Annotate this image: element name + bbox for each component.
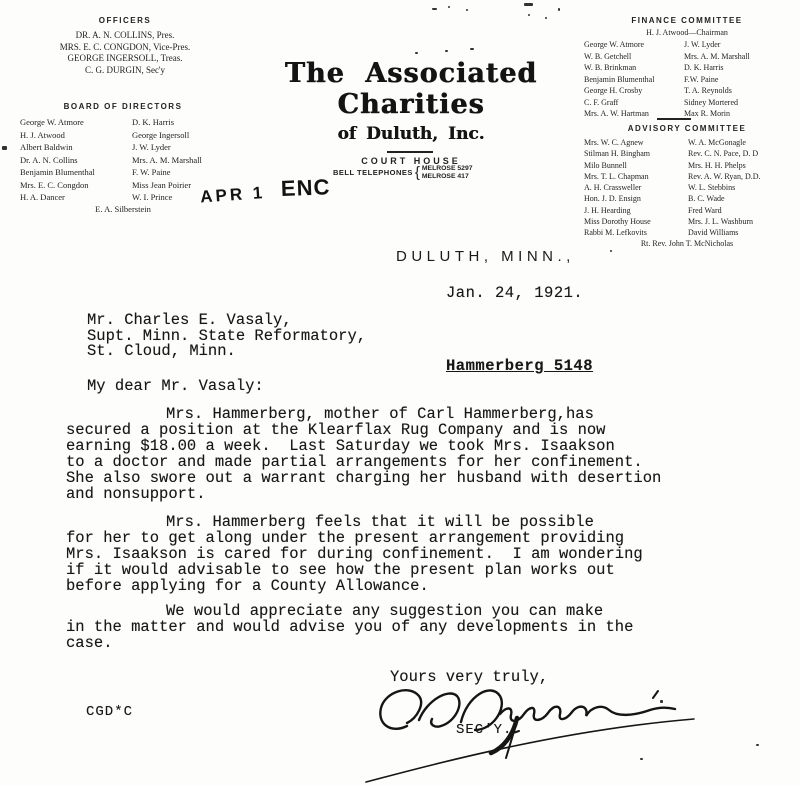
finance-member: J. W. Lyder — [684, 40, 721, 49]
officer-line: MRS. E. C. CONGDON, Vice-Pres. — [59, 41, 191, 52]
typist-reference: CGD*C — [86, 704, 134, 720]
board-member: H. A. Dancer — [20, 192, 65, 202]
organization-address: COURT HOUSE — [361, 156, 461, 166]
board-member: Mrs. E. C. Congdon — [20, 179, 89, 190]
advisory-member: W. A. McGonagle — [688, 138, 746, 147]
recipient-line: Mr. Charles E. Vasaly, — [87, 311, 292, 329]
body-line: and nonsupport. — [66, 485, 206, 503]
body-line: in the matter and would advise you of any developments in the — [66, 618, 634, 636]
finance-member: C. F. Graff — [584, 97, 619, 107]
finance-member: Max R. Morin — [684, 109, 730, 118]
finance-member: Mrs. A. M. Marshall — [684, 51, 750, 61]
finance-member: George H. Crosby — [584, 86, 643, 95]
board-member: H. J. Atwood — [20, 129, 65, 140]
finance-committee-block — [580, 16, 794, 120]
finance-title: FINANCE COMMITTEE — [631, 16, 743, 25]
board-member: D. K. Harris — [132, 117, 175, 127]
board-member-footer: E. A. Silberstein — [95, 203, 151, 214]
organization-name: The Associated Charities — [284, 58, 538, 120]
paragraph-1 — [66, 406, 661, 502]
advisory-member: A. H. Crassweller — [584, 183, 642, 193]
advisory-member: Miss Dorothy House — [584, 217, 651, 227]
telephone-block — [333, 165, 473, 180]
officer-line: C. G. DURGIN, Sec'y — [84, 64, 166, 75]
advisory-member: Hon. J. D. Ensign — [584, 194, 641, 204]
finance-member: Benjamin Blumenthal — [584, 74, 655, 84]
board-member: Dr. A. N. Collins — [20, 154, 78, 165]
stamp-date: APR 1 — [199, 183, 266, 207]
finance-member: F.W. Paine — [684, 74, 719, 84]
telephone-number: MELROSE 417 — [421, 172, 469, 180]
body-line: She also swore out a warrant charging her husband with desertion — [66, 469, 662, 487]
board-title: BOARD OF DIRECTORS — [63, 102, 183, 111]
body-line: to a doctor and made partial arrangements for her confinement. — [66, 453, 643, 471]
body-line: Mrs. Hammerberg, mother of Carl Hammerberg,has — [166, 405, 594, 423]
telephone-number: MELROSE 5297 — [421, 165, 473, 172]
advisory-member: W. L. Stebbins — [688, 183, 736, 193]
recipient-line: St. Cloud, Minn. — [87, 342, 236, 360]
organization-header — [232, 58, 590, 166]
telephone-label: BELL TELEPHONES — [333, 168, 413, 177]
body-line: Mrs. Isaakson is cared for during confinement. I am wondering — [66, 545, 643, 563]
board-member: George W. Atmore — [20, 117, 84, 127]
advisory-member: Rabbi M. Lefkovits — [584, 228, 647, 238]
body-line: if it would advisable to see how the present plan works out — [66, 561, 615, 579]
header-divider-rule — [387, 151, 433, 153]
organization-name-line2: of Duluth, Inc. — [337, 124, 485, 144]
finance-member: T. A. Reynolds — [684, 86, 732, 95]
body-line: Mrs. Hammerberg feels that it will be possible — [166, 513, 594, 531]
officers-title: OFFICERS — [98, 16, 152, 25]
body-line: before applying for a County Allowance. — [66, 577, 429, 595]
finance-member: W. B. Brinkman — [584, 63, 637, 72]
advisory-committee-block — [580, 124, 794, 248]
paragraph-2 — [66, 514, 643, 594]
advisory-member: Mrs. J. L. Washburn — [688, 217, 753, 227]
paragraph-3 — [66, 603, 633, 651]
case-reference-subject: Hammerberg 5148 — [446, 357, 594, 375]
finance-member: George W. Atmore — [584, 40, 645, 49]
finance-member: Mrs. A. W. Hartman — [584, 109, 649, 118]
date-line: Jan. 24, 1921. — [446, 284, 584, 302]
officers-block — [30, 16, 220, 76]
board-member: J. W. Lyder — [132, 142, 171, 152]
body-line: for her to get along under the present arrangement providing — [66, 529, 625, 547]
board-member: George Ingersoll — [132, 129, 190, 140]
pen-swoosh-stroke — [362, 712, 698, 786]
officer-line: DR. A. N. COLLINS, Pres. — [75, 30, 175, 40]
signer-title: SEC'Y. — [456, 722, 513, 738]
advisory-member: Milo Bunnell — [584, 160, 627, 170]
body-line: secured a position at the Klearflax Rug Company and is now — [66, 421, 606, 439]
advisory-member-footer: Rt. Rev. John T. McNicholas — [640, 238, 734, 248]
advisory-member: Rev. C. N. Pace, D. D — [688, 149, 759, 159]
board-member: Albert Baldwin — [20, 142, 73, 152]
board-member: Miss Jean Poirier — [132, 179, 192, 190]
board-member: F. W. Paine — [132, 167, 171, 177]
closing-line: Yours very truly, — [390, 668, 549, 686]
advisory-member: Mrs. W. C. Agnew — [584, 138, 644, 147]
advisory-member: Rev. A. W. Ryan, D.D. — [688, 171, 761, 181]
advisory-title: ADVISORY COMMITTEE — [627, 124, 747, 133]
recipient-address — [87, 313, 366, 360]
stamp-enc-text: ENC — [280, 174, 331, 202]
finance-member: D. K. Harris — [684, 63, 724, 72]
advisory-member: David Williams — [688, 228, 739, 238]
body-line: We would appreciate any suggestion you can make — [166, 602, 604, 620]
committee-divider-rule — [657, 118, 691, 120]
finance-member: W. B. Getchell — [584, 51, 632, 61]
city-line: DULUTH, MINN., — [396, 248, 575, 265]
advisory-member: Fred Ward — [688, 205, 722, 215]
advisory-member: Mrs. T. L. Chapman — [584, 171, 649, 181]
board-member: Benjamin Blumenthal — [20, 167, 95, 177]
advisory-member: Mrs. H. H. Phelps — [688, 160, 746, 170]
salutation: My dear Mr. Vasaly: — [87, 377, 264, 395]
recipient-line: Supt. Minn. State Reformatory, — [87, 326, 367, 345]
officer-line: GEORGE INGERSOLL, Treas. — [67, 53, 183, 63]
advisory-member: B. C. Wade — [688, 194, 725, 204]
body-line: earning $18.00 a week. Last Saturday we took Mrs. Isaakson — [66, 437, 615, 455]
finance-member: Sidney Mortered — [684, 97, 738, 107]
finance-chairman: H. J. Atwood—Chairman — [646, 28, 728, 37]
board-member: W. I. Prince — [132, 192, 173, 202]
board-member: Mrs. A. M. Marshall — [132, 154, 202, 165]
advisory-member: J. H. Hearding — [584, 205, 631, 215]
advisory-member: Stilman H. Bingham — [584, 149, 650, 159]
body-line: case. — [66, 634, 113, 652]
brace-glyph: { — [414, 163, 420, 181]
